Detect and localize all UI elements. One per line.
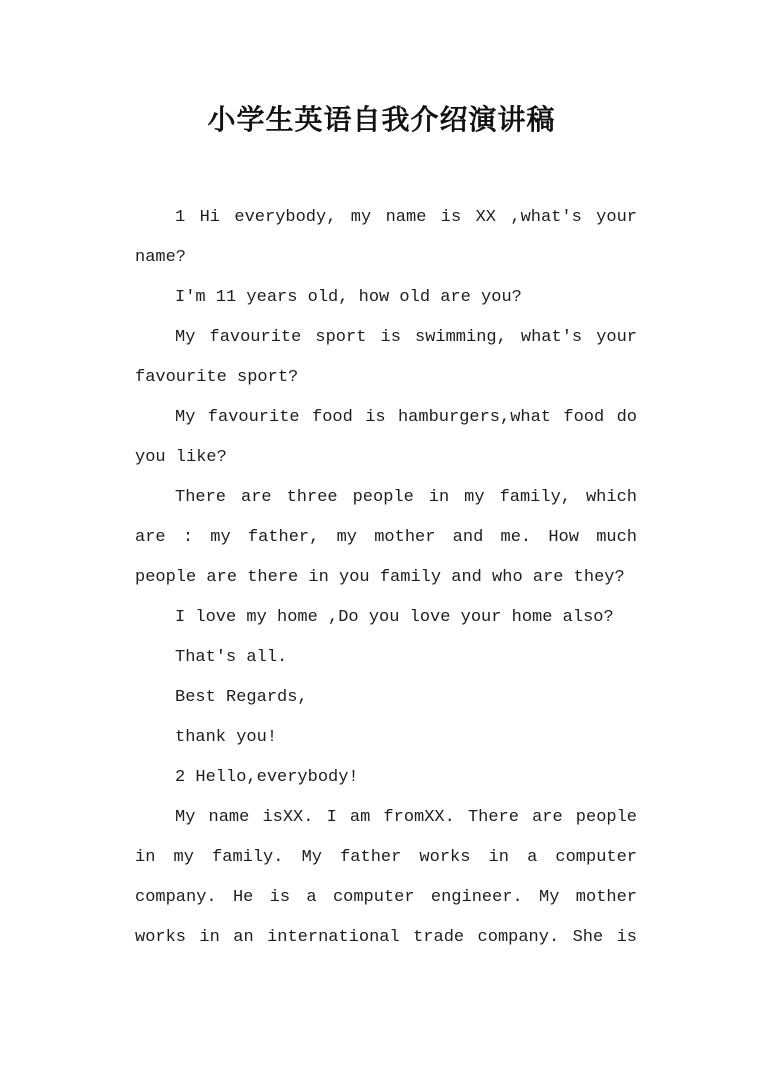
paragraph [135, 478, 637, 598]
text-line: I love my home ,Do you love your home also? [175, 608, 614, 627]
paragraph [135, 198, 637, 278]
text-line: works in an international trade company. She is [135, 928, 637, 947]
paragraph [135, 278, 637, 318]
paragraph [135, 598, 637, 638]
text-line: Best Regards, [175, 688, 308, 707]
text-line: are : my father, my mother and me. How much [135, 528, 637, 547]
document-title: 小学生英语自我介绍演讲稿 [207, 105, 556, 136]
document-body [135, 198, 637, 958]
text-line: I'm 11 years old, how old are you? [175, 288, 522, 307]
text-line: favourite sport? [135, 368, 299, 387]
text-line: 1 Hi everybody, my name is XX ,what's your [175, 208, 637, 227]
text-line: name? [135, 248, 187, 267]
paragraph [135, 678, 637, 718]
text-line: My favourite sport is swimming, what's your [175, 328, 637, 347]
text-line: you like? [135, 448, 227, 467]
paragraph [135, 798, 637, 958]
paragraph [135, 638, 637, 678]
text-line: company. He is a computer engineer. My mother [135, 888, 637, 907]
paragraph [135, 318, 637, 398]
text-line: in my family. My father works in a computer [135, 848, 637, 867]
text-line: 2 Hello,everybody! [175, 768, 359, 787]
text-line: thank you! [175, 728, 278, 747]
text-line: My favourite food is hamburgers,what food do [175, 408, 637, 427]
text-line: My name isXX. I am fromXX. There are people [175, 808, 637, 827]
paragraph [135, 718, 637, 758]
text-line: There are three people in my family, which [175, 488, 637, 507]
text-line: people are there in you family and who are they? [135, 568, 625, 587]
paragraph [135, 758, 637, 798]
paragraph [135, 398, 637, 478]
text-line: That's all. [175, 648, 288, 667]
